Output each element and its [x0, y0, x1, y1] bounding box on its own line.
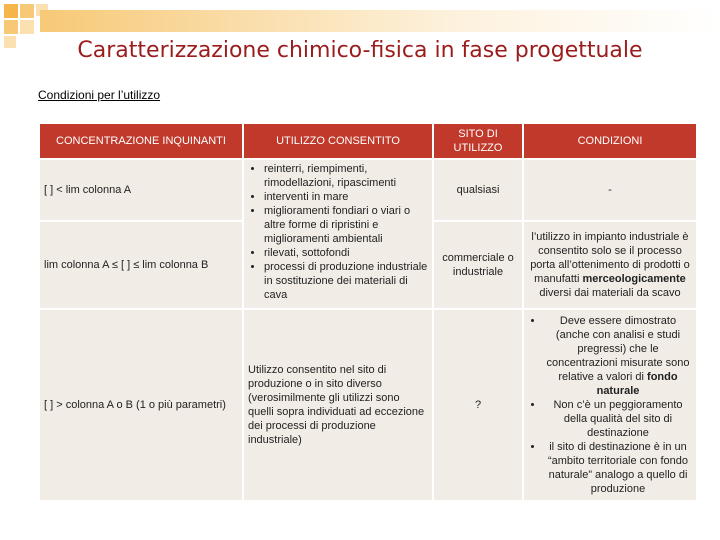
- list-item: • interventi in mare: [264, 190, 428, 204]
- cell-use-3: Utilizzo consentito nel sito di produzione o in sito diverso (verosimilmente gli utilizzi sono quelli sopra individuati ad eccezione dei processi di produzione industriale): [244, 310, 432, 500]
- table-row: [40, 160, 696, 220]
- cell-uses: [244, 160, 432, 308]
- table-row: [40, 310, 696, 500]
- header-conditions: CONDIZIONI: [524, 124, 696, 158]
- list-item: • rilevati, sottofondi: [264, 246, 428, 260]
- cell-site-1: qualsiasi: [434, 160, 522, 220]
- list-item: • processi di produzione industriale in sostituzione dei materiali di cava: [264, 260, 428, 302]
- header-concentration: CONCENTRAZIONE INQUINANTI: [40, 124, 242, 158]
- bold-text: fondo naturale: [596, 371, 678, 397]
- bold-text: merceologicamente: [582, 273, 686, 285]
- list-item: • Non c’è un peggioramento della qualità del sito di destinazione: [544, 398, 692, 440]
- section-subtitle: Condizioni per l’utilizzo: [38, 88, 161, 102]
- list-item: • Deve essere dimostrato (anche con analisi e studi pregressi) che le concentrazioni misurate sono relative a valori di fondo naturale: [544, 314, 692, 398]
- cell-concentration-3: [ ] > colonna A o B (1 o più parametri): [40, 310, 242, 500]
- page-title: Caratterizzazione chimico-fisica in fase progettuale: [77, 38, 643, 63]
- conditions-table: [38, 122, 698, 502]
- cell-site-2: commerciale o industriale: [434, 222, 522, 308]
- uses-list: [248, 162, 428, 302]
- table-header-row: [40, 124, 696, 158]
- list-item: • il sito di destinazione è in un “ambito territoriale con fondo naturale” analogo a quello di produzione: [544, 440, 692, 496]
- cell-site-3: ?: [434, 310, 522, 500]
- header-use: UTILIZZO CONSENTITO: [244, 124, 432, 158]
- cell-conditions-2: l’utilizzo in impianto industriale è consentito solo se il processo porta all’ottenimento di prodotti o manufatti merceologicamente diversi dai materiali da scavo: [524, 222, 696, 308]
- cell-conditions-1: -: [524, 160, 696, 220]
- cell-concentration-2: lim colonna A ≤ [ ] ≤ lim colonna B: [40, 222, 242, 308]
- list-item: • miglioramenti fondiari o viari o altre forme di ripristini e miglioramenti ambientali: [264, 204, 428, 246]
- conditions-list: [528, 314, 692, 496]
- top-band: [40, 10, 720, 32]
- cell-concentration-1: [ ] < lim colonna A: [40, 160, 242, 220]
- header-site: SITO DI UTILIZZO: [434, 124, 522, 158]
- cell-conditions-3: [524, 310, 696, 500]
- list-item: • reinterri, riempimenti, rimodellazioni, ripascimenti: [264, 162, 428, 190]
